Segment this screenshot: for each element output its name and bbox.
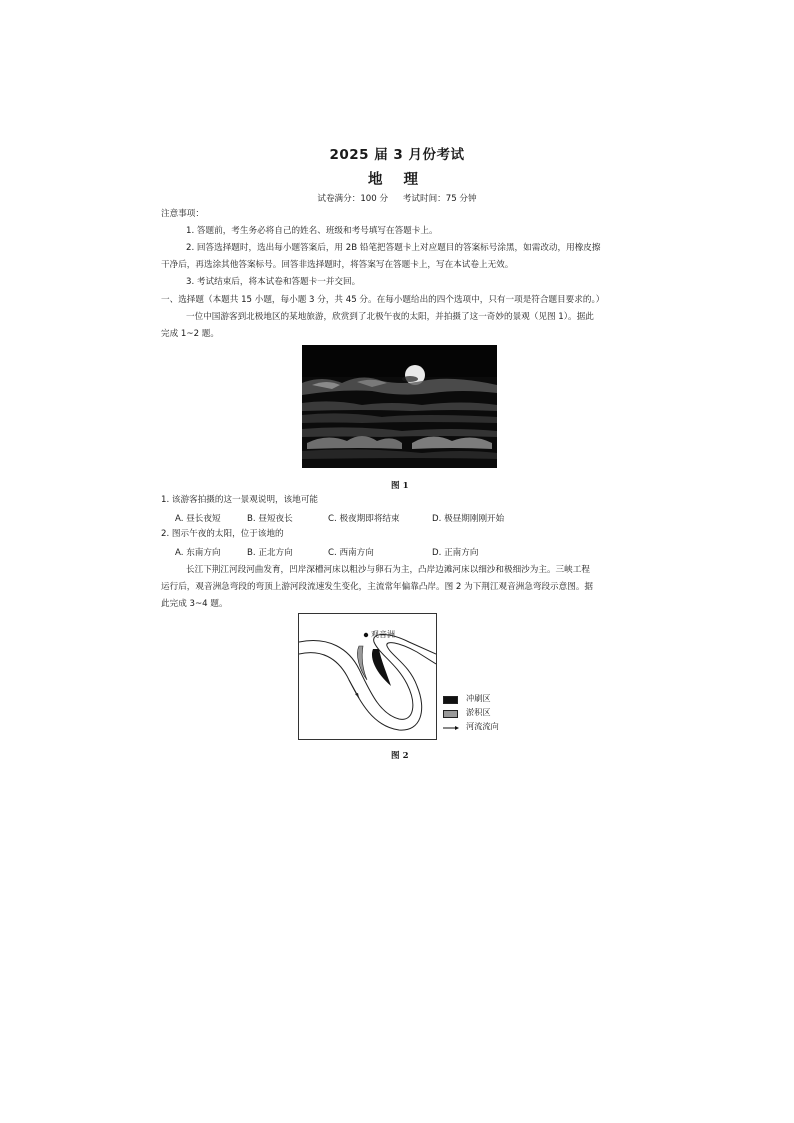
figure2-caption: 图 2 (391, 751, 409, 761)
figure1-caption: 图 1 (391, 481, 409, 491)
river-bend-map (298, 613, 437, 740)
midnight-sun-photo (302, 345, 497, 468)
intro2-line1: 长江下荆江河段河曲发育，凹岸深槽河床以粗沙与卵石为主，凸岸边滩河床以细沙和极细沙为主。三峡工程 (186, 565, 590, 575)
scour-zone (372, 649, 391, 686)
legend-scour-swatch (443, 696, 458, 704)
intro1-line1: 一位中国游客到北极地区的某地旅游，欣赏到了北极午夜的太阳，并拍摄了这一奇妙的景观（见图 1）。据此 (186, 312, 594, 322)
q2-option-c[interactable]: C. 西南方向 (328, 548, 374, 558)
note-item-1: 1. 答题前，考生务必将自己的姓名、班级和考号填写在答题卡上。 (186, 226, 438, 236)
note-item-3: 3. 考试结束后，将本试卷和答题卡一并交回。 (186, 277, 361, 287)
note-item-2-line1: 2. 回答选择题时，选出每小题答案后，用 2B 铅笔把答题卡上对应题目的答案标号涂黑，如需改动，用橡皮擦 (186, 243, 601, 253)
q2-stem: 2. 图示午夜的太阳，位于该地的 (161, 529, 284, 539)
q2-option-b[interactable]: B. 正北方向 (247, 548, 293, 558)
location-dot-icon (364, 633, 368, 637)
legend-deposit-swatch (443, 710, 458, 718)
exam-meta (0, 192, 794, 204)
note-item-2-line2: 干净后，再选涂其他答案标号。回答非选择题时，将答案写在答题卡上，写在本试卷上无效。 (161, 260, 514, 270)
q1-option-b[interactable]: B. 昼短夜长 (247, 514, 293, 524)
exam-title: 2025 届 3 月份考试 (329, 147, 465, 163)
intro1-line2: 完成 1~2 题。 (161, 329, 219, 339)
legend-deposit-label: 淤积区 (466, 707, 491, 717)
q2-option-d[interactable]: D. 正南方向 (432, 548, 479, 558)
intro2-line2: 运行后，观音洲急弯段的弯顶上游河段流速发生变化，主流常年偏靠凸岸。图 2 为下荆江观音洲急弯段示意图。据 (161, 582, 594, 592)
q1-option-d[interactable]: D. 极昼期刚刚开始 (432, 514, 505, 524)
q2-option-a[interactable]: A. 东南方向 (175, 548, 221, 558)
notes-heading: 注意事项： (161, 209, 204, 219)
place-label: 观音洲 (371, 630, 395, 639)
q1-option-a[interactable]: A. 昼长夜短 (175, 514, 221, 524)
intro2-line3: 此完成 3~4 题。 (161, 599, 228, 609)
legend-scour-label: 冲刷区 (466, 693, 491, 703)
exam-time: 考试时间：75 分钟 (402, 194, 477, 204)
legend-flow-label: 河流流向 (466, 721, 499, 731)
q1-stem: 1. 该游客拍摄的这一景观说明，该地可能 (161, 495, 319, 505)
subject-title: 地 理 (367, 172, 427, 188)
full-score: 试卷满分：100 分 (317, 194, 389, 204)
q1-option-c[interactable]: C. 极夜期即将结束 (328, 514, 400, 524)
legend-flow-arrow-icon (443, 725, 459, 731)
section1-heading: 一、选择题（本题共 15 小题，每小题 3 分，共 45 分。在每小题给出的四个选项中，只有一项是符合题目要求的。） (161, 295, 605, 305)
